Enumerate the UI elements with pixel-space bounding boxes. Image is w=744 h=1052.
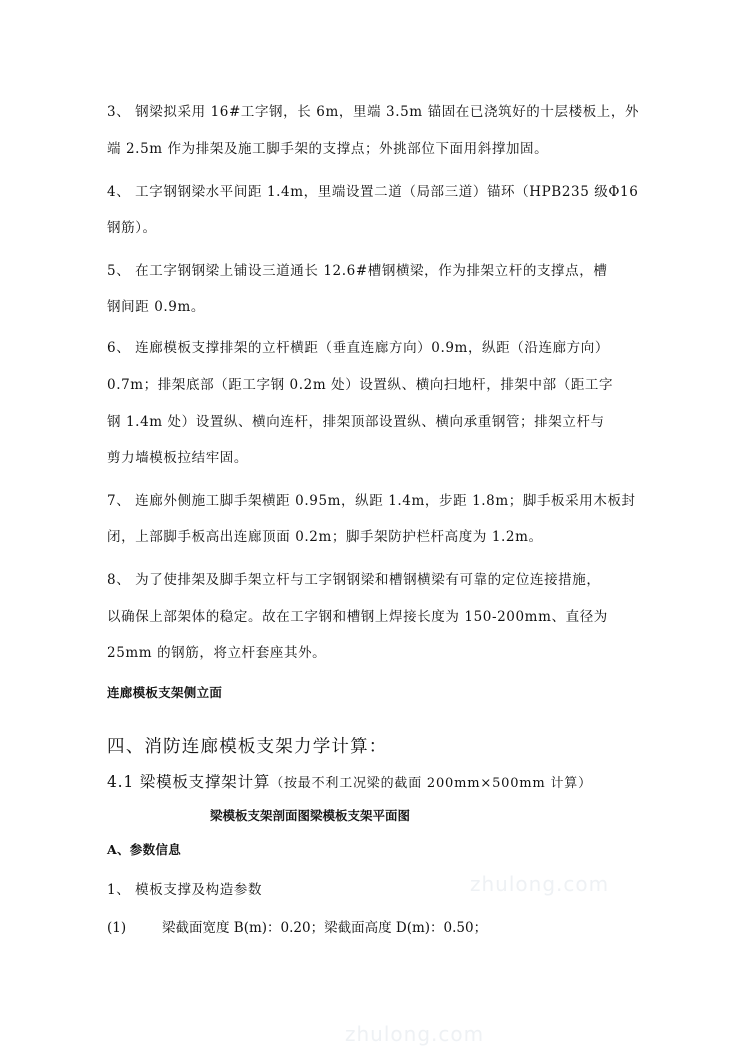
body-line: 25mm 的钢筋，将立杆套座其外。: [107, 645, 327, 661]
body-line: 0.7m；排架底部（距工字钢 0.2m 处）设置纵、横向扫地杆，排架中部（距工字: [107, 377, 614, 393]
body-line: 钢间距 0.9m。: [107, 299, 205, 315]
body-line: 钢筋）。: [107, 220, 157, 236]
body-line: 以确保上部架体的稳定。故在工字钢和槽钢上焊接长度为 150-200mm、直径为: [107, 609, 608, 625]
params-heading: A、参数信息: [107, 842, 181, 857]
body-line: 8、 为了使排架及脚手架立杆与工字钢钢梁和槽钢横梁有可靠的定位连接措施，: [107, 572, 601, 588]
watermark: zhulong.com: [470, 872, 610, 896]
body-line: 钢 1.4m 处）设置纵、横向连杆，排架顶部设置纵、横向承重钢管；排架立杆与: [107, 414, 605, 430]
param-number: (1): [107, 920, 127, 936]
param-text: 梁截面宽度 B(m)：0.20；梁截面高度 D(m)：0.50；: [162, 920, 488, 936]
body-line: 5、 在工字钢钢梁上铺设三道通长 12.6#槽钢横梁，作为排架立杆的支撑点，槽: [107, 263, 608, 279]
list-item: 1、 模板支撑及构造参数: [107, 882, 263, 898]
body-line: 端 2.5m 作为排架及施工脚手架的支撑点；外挑部位下面用斜撑加固。: [107, 141, 549, 157]
body-line: 闭，上部脚手板高出连廊顶面 0.2m；脚手架防护栏杆高度为 1.2m。: [107, 529, 543, 545]
body-line: 7、 连廊外侧施工脚手架横距 0.95m，纵距 1.4m，步距 1.8m；脚手板采用木板封: [107, 493, 636, 509]
figure-caption-section-plan: 梁模板支架剖面图梁模板支架平面图: [209, 808, 410, 823]
param-row: [107, 916, 487, 936]
watermark: zhulong.com: [345, 1022, 485, 1046]
body-line: 4、 工字钢钢梁水平间距 1.4m，里端设置二道（局部三道）锚环（HPB235 级Φ16: [107, 184, 639, 200]
subsection-title: [107, 770, 592, 792]
subsection-title-note: （按最不利工况梁的截面 200mm×500mm 计算）: [270, 776, 592, 791]
section-title: 四、消防连廊模板支架力学计算：: [107, 737, 388, 757]
subsection-title-main: 4.1 梁模板支撑架计算: [107, 773, 271, 791]
body-line: 剪力墙模板拉结牢固。: [107, 450, 248, 466]
figure-caption-side-elevation: 连廊模板支架侧立面: [107, 685, 223, 700]
body-line: 6、 连廊模板支撑排架的立杆横距（垂直连廊方向）0.9m，纵距（沿连廊方向）: [107, 340, 609, 356]
body-line: 3、 钢梁拟采用 16#工字钢，长 6m，里端 3.5m 锚固在已浇筑好的十层楼板上，外: [107, 104, 640, 120]
